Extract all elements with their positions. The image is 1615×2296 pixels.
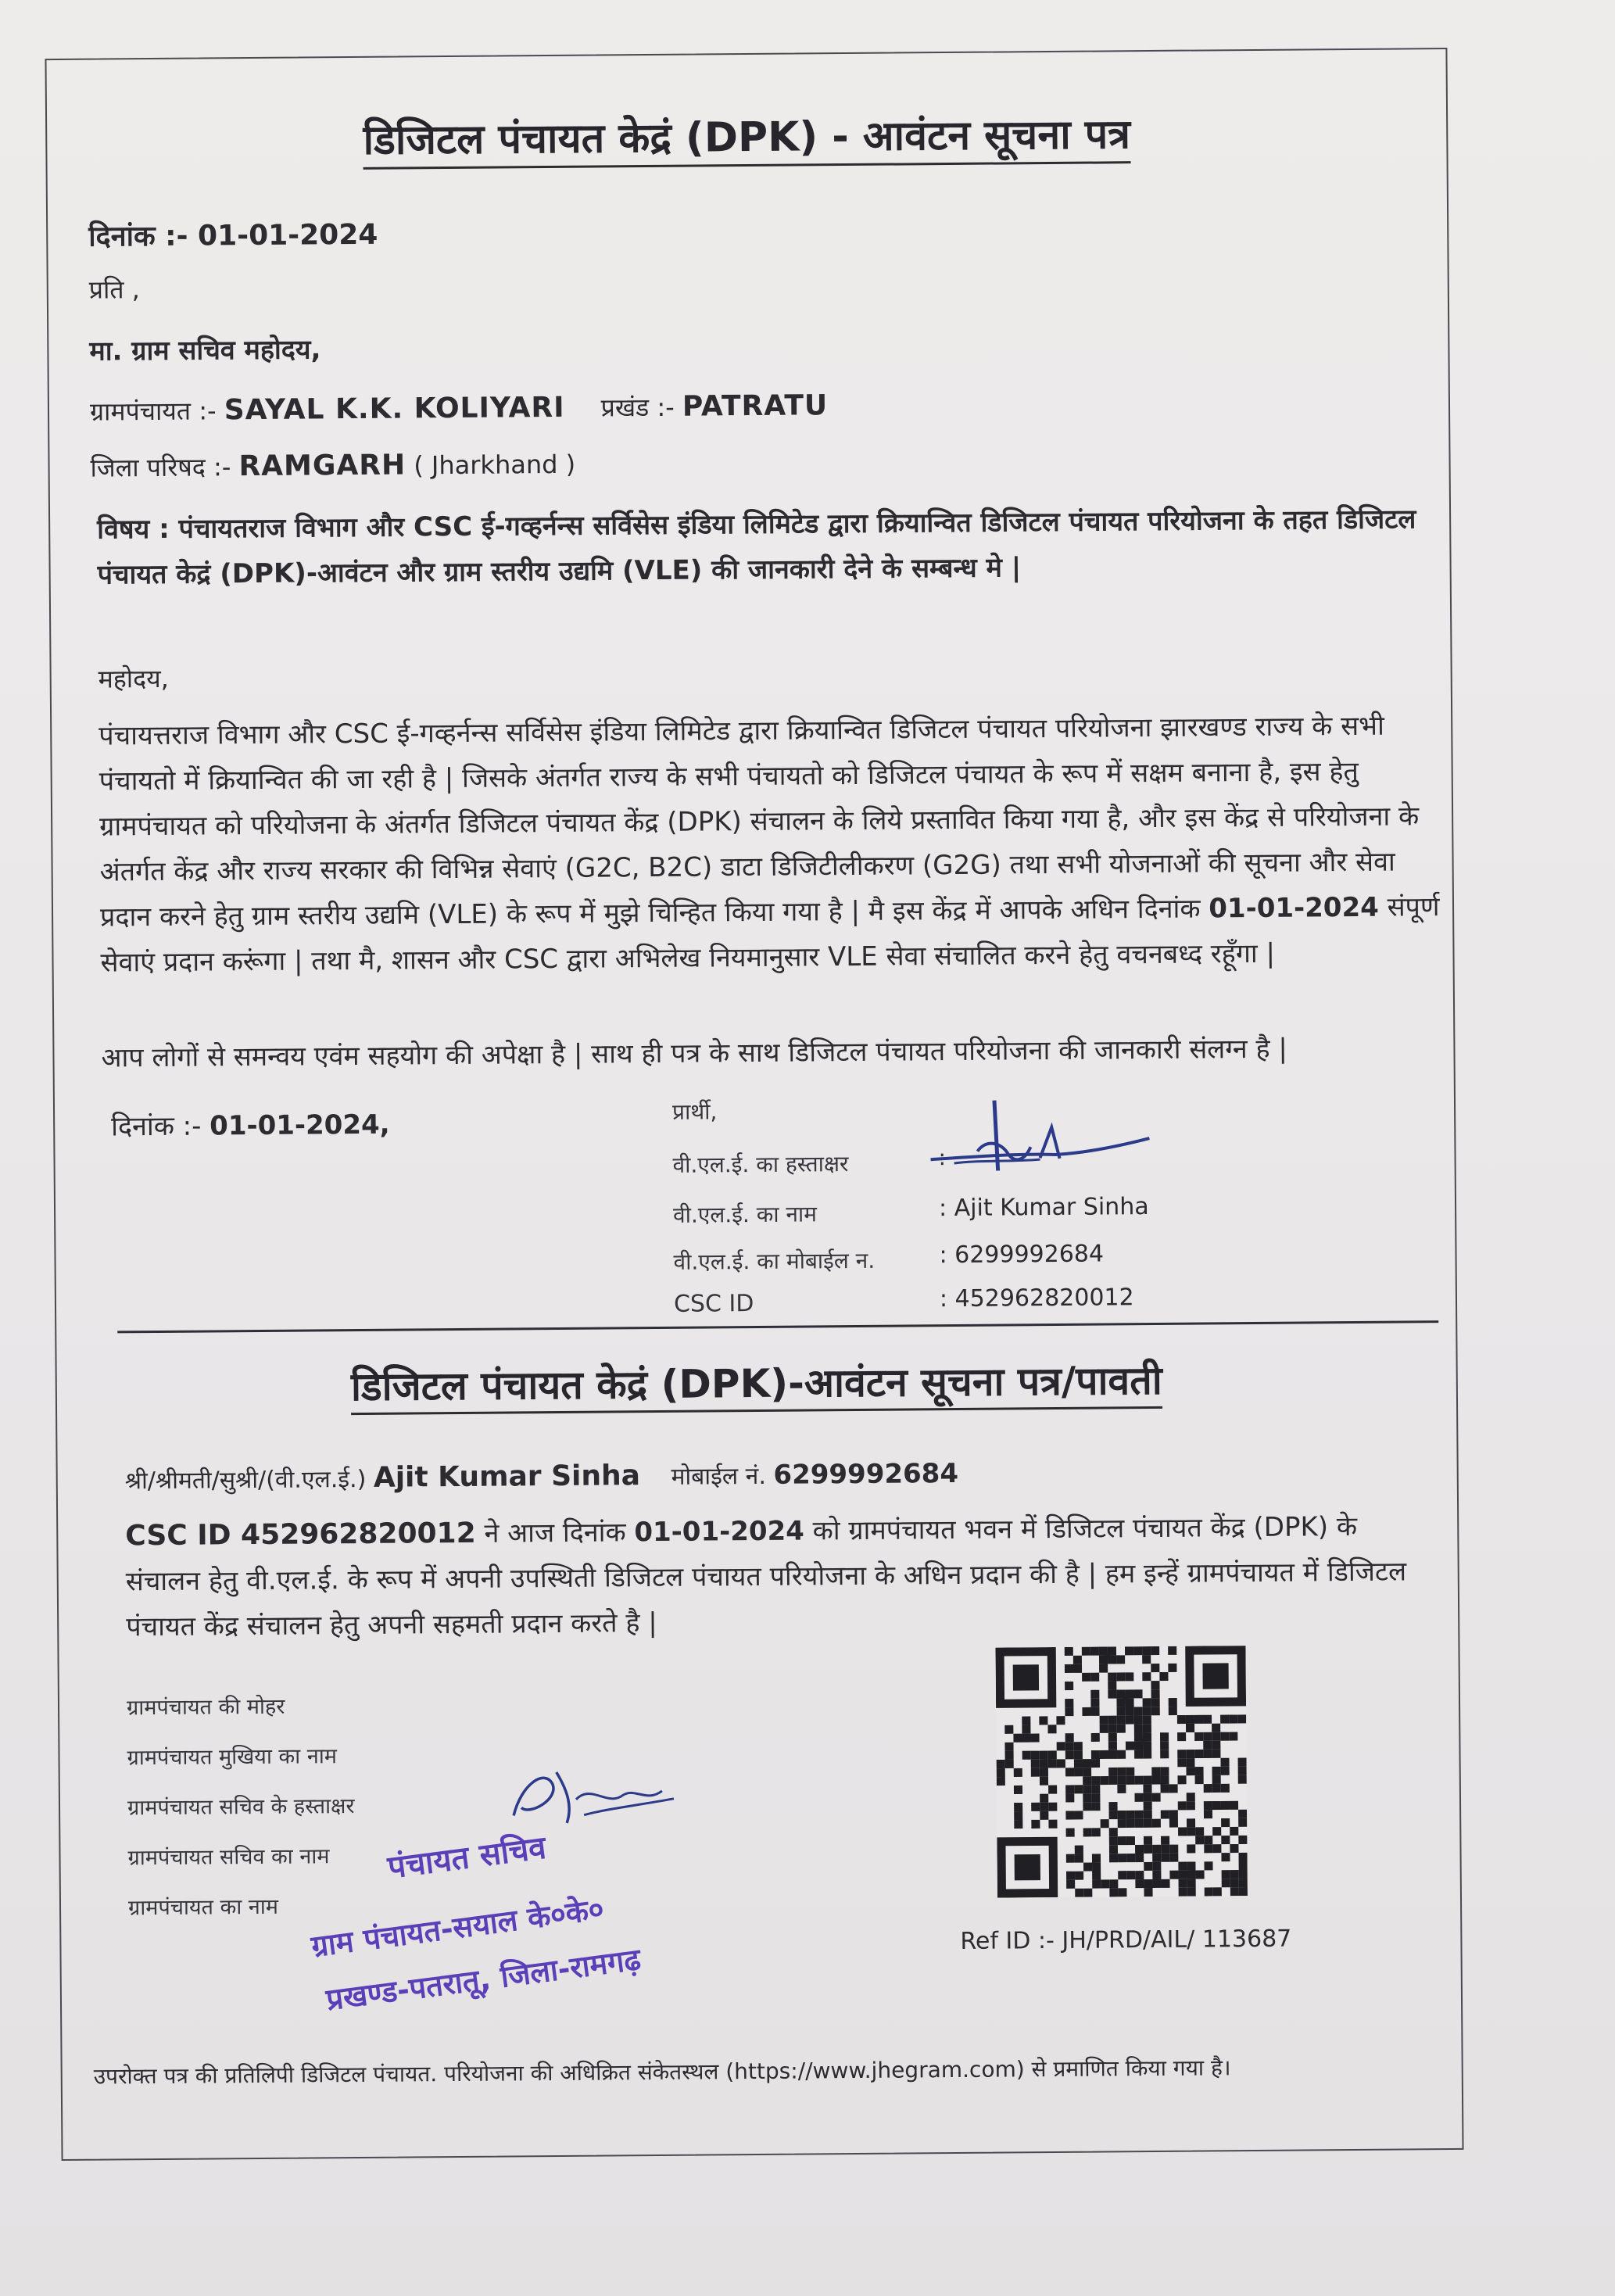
field-panchayat-name: ग्रामपंचायत का नाम bbox=[127, 1894, 279, 1921]
vle-name-value: : Ajit Kumar Sinha bbox=[938, 1193, 1149, 1223]
letter-body: पंचायत्तराज विभाग और CSC ई-गव्हर्नन्स सर्विसेस इंडिया लिमिटेड द्वारा क्रियान्वित डिजिटल पंचायत परियोजना झारखण्ड राज्य के सभी पंचायतो में क्रियान्वित की जा रही है | जिसके अंतर्गत राज्य के सभी पंचायतो को डिजिटल पंचायत के रूप में सक्षम बनाना है, इस हेतु ग्रामपंचायत को परियोजना के अंतर्गत डिजिटल पंचायत केंद्र (DPK) संचालन के लिये प्रस्तावित किया गया है, और इस केंद्र से परियोजना के अंतर्गत केंद्र और राज्य सरकार की विभिन्न सेवाएं (G2C, B2C) डाटा डिजिटीलीकरण (G2G) तथा सभी योजनाओं की सूचना और सेवा प्रदान करने हेतु ग्राम स्तरीय उद्यमि (VLE) के रूप में मुझे चिन्हित किया गया है | मै इस केंद्र में आपके अधिन दिनांक 01-01-2024 संपूर्ण सेवाएं प्रदान करूंगा | तथा मै, शासन और CSC द्वारा अभिलेख नियमानुसार VLE सेवा संचालित करने हेतु वचनबध्द रहूँगा | bbox=[98, 710, 1440, 979]
closing-line: आप लोगों से समन्वय एवंम सहयोग की अपेक्षा है | साथ ही पत्र के साथ डिजिटल पंचायत परियोजना की जानकारी संलग्न है | bbox=[101, 1033, 1287, 1074]
field-head-name: ग्रामपंचायत मुखिया का नाम bbox=[127, 1744, 338, 1771]
vle-name-label: वी.एल.ई. का नाम bbox=[672, 1201, 818, 1228]
field-secretary-signature: ग्रामपंचायत सचिव के हस्ताक्षर bbox=[127, 1794, 355, 1821]
letter-date: दिनांक :- 01-01-2024 bbox=[88, 218, 378, 253]
applicant-label: प्रार्थी, bbox=[671, 1098, 718, 1125]
vle-signature-colon: : bbox=[938, 1144, 947, 1171]
gram-panchayat-line: ग्रामपंचायत :- SAYAL K.K. KOLIYARI प्रखंड :- PATRATU bbox=[89, 389, 829, 427]
salutation: महोदय, bbox=[98, 663, 169, 694]
stamp-line-1: पंचायत सचिव bbox=[385, 1829, 549, 1886]
footer-note: उपरोक्त पत्र की प्रतिलिपी डिजिटल पंचायत. परियोजना की अधिक्रित संकेतस्थल (https://www.jhegram.com) से प्रमाणित किया गया है। bbox=[93, 2054, 1231, 2090]
receipt-title: डिजिटल पंचायत केद्रं (DPK)-आवंटन सूचना पत्र/पावती bbox=[57, 1350, 1456, 1414]
qr-code bbox=[995, 1646, 1248, 1898]
vle-mobile-value: : 6299992684 bbox=[939, 1240, 1105, 1270]
vle-mobile-label: वी.एल.ई. का मोबाईल न. bbox=[673, 1247, 876, 1275]
field-secretary-name: ग्रामपंचायत सचिव का नाम bbox=[127, 1844, 330, 1871]
letter-border bbox=[45, 48, 1463, 2161]
district-line: जिला परिषद :- RAMGARH ( Jharkhand ) bbox=[90, 449, 576, 483]
receipt-vle-line: श्री/श्रीमती/सुश्री/(वी.एल.ई.) Ajit Kumar Sinha मोबाईल नं. 6299992684 bbox=[124, 1457, 959, 1495]
section-divider bbox=[117, 1320, 1438, 1333]
stamp-line-3: प्रखण्ड-पतरातू, जिला-रामगढ़ bbox=[324, 1941, 643, 2018]
vle-signature-label: वी.एल.ई. का हस्ताक्षर bbox=[672, 1151, 849, 1178]
subject: विषय : पंचायतराज विभाग और CSC ई-गव्हर्नन्स सर्विसेस इंडिया लिमिटेड द्वारा क्रियान्वित डिजिटल पंचायत परियोजना के तहत डिजिटल पंचायत केद्रं (DPK)-आवंटन और ग्राम स्तरीय उद्यमि (VLE) की जानकारी देने के सम्बन्ध मे | bbox=[97, 503, 1416, 591]
addressee: मा. ग्राम सचिव महोदय, bbox=[89, 334, 321, 367]
panchayat-stamp bbox=[299, 1808, 690, 2058]
csc-id-value: : 452962820012 bbox=[939, 1284, 1134, 1313]
sign-date: दिनांक :- 01-01-2024, bbox=[111, 1109, 390, 1143]
to-label: प्रति , bbox=[88, 274, 141, 305]
receipt-body: CSC ID 452962820012 ने आज दिनांक 01-01-2024 को ग्रामपंचायत भवन में डिजिटल पंचायत केंद्र (DPK) के संचालन हेतु वी.एल.ई. के रूप में अपनी उपस्थिती डिजिटल पंचायत परियोजना के अधिन प्रदान की है | हम इन्हें ग्रामपंचायत में डिजिटल पंचायत केंद्र संचालन हेतु अपनी सहमती प्रदान करते है | bbox=[125, 1510, 1407, 1643]
csc-id-label: CSC ID bbox=[673, 1290, 754, 1318]
field-seal: ग्रामपंचायत की मोहर bbox=[126, 1694, 285, 1721]
vle-signature-image bbox=[922, 1084, 1158, 1179]
ref-id: Ref ID :- JH/PRD/AIL/ 113687 bbox=[960, 1925, 1292, 1955]
stamp-line-2: ग्राम पंचायत-सयाल के०के० bbox=[309, 1891, 607, 1965]
letter-title: डिजिटल पंचायत केद्रं (DPK) - आवंटन सूचना पत्र bbox=[47, 102, 1447, 169]
